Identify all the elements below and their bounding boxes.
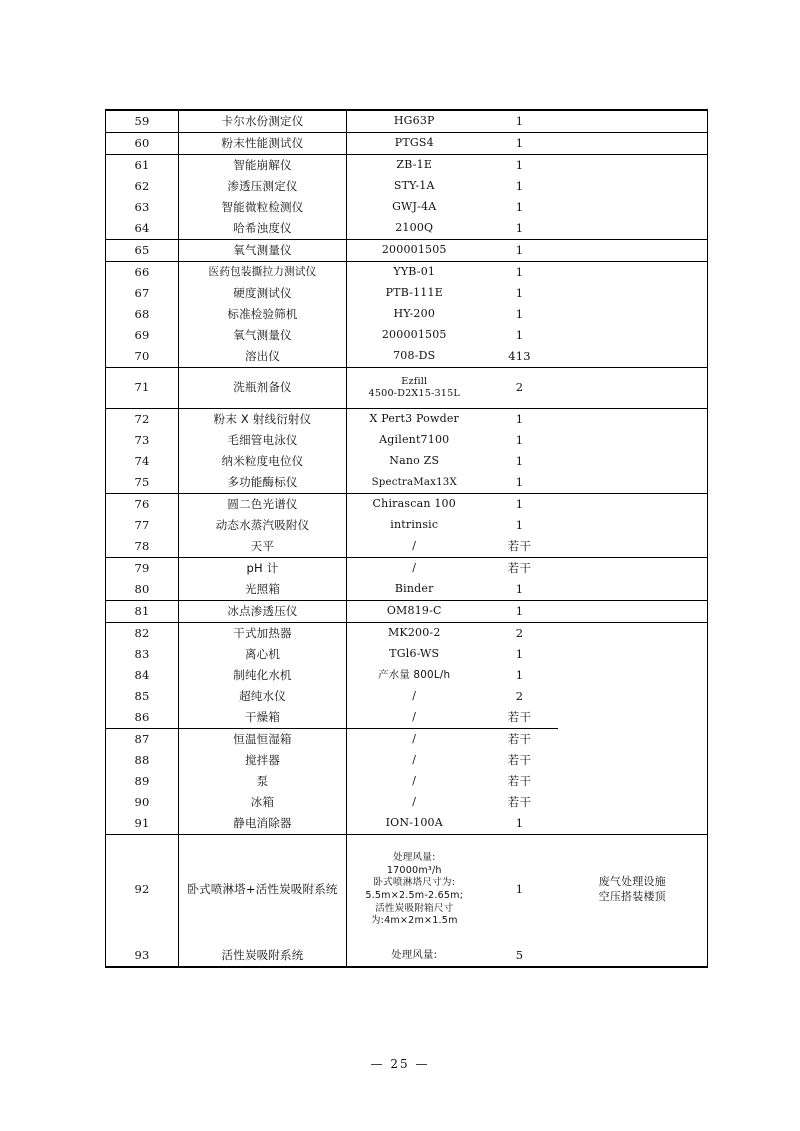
cell-no: 85 [106,686,179,707]
cell-no: 70 [106,346,179,368]
cell-no: 62 [106,176,179,197]
cell-no: 89 [106,771,179,792]
table-row [106,325,708,346]
cell-qty: 1 [515,432,524,447]
cell-model: OM819-C [347,601,482,623]
cell-model: SpectraMax13X [371,476,457,488]
cell-no: 79 [106,558,179,580]
cell-name: 恒温恒湿箱 [179,729,347,751]
cell-no: 73 [106,430,179,451]
table-row [106,472,708,494]
table-row [106,665,708,686]
cell-qty: 1 [515,220,524,235]
page-number: — 25 — [370,1057,430,1071]
cell-model: / [412,539,417,553]
cell-qty: 若干 [507,709,532,724]
cell-name: 毛细管电泳仪 [179,430,347,451]
cell-remark [558,494,708,516]
cell-name: 氧气测量仪 [179,240,347,262]
model-line-4: 5.5m×2.5m-2.65m; [365,890,464,901]
cell-model: / [347,729,482,751]
cell-model-multiline [347,835,482,946]
cell-model: Agilent7100 [379,433,450,447]
cell-qty: 若干 [482,729,558,751]
cell-remark [558,813,708,835]
cell-no: 78 [106,536,179,558]
cell-name: 干式加热器 [179,623,347,645]
cell-no: 86 [106,707,179,729]
cell-no: 75 [106,472,179,494]
cell-qty: 若干 [482,558,558,580]
cell-model: HG63P [347,110,482,133]
cell-remark [558,729,708,751]
cell-no: 80 [106,579,179,601]
cell-name: 泵 [179,771,347,792]
cell-model [347,368,482,409]
cell-name: 制纯化水机 [179,665,347,686]
cell-name: 动态水蒸汽吸附仪 [179,515,347,536]
table-row-92 [106,835,708,946]
cell-name: pH 计 [179,558,347,580]
cell-qty: 若干 [507,794,532,809]
model-line-6: 为:4m×2m×1.5m [370,915,458,927]
cell-no: 61 [106,155,179,177]
cell-qty: 2 [515,688,524,703]
table-row [106,176,708,197]
cell-qty: 1 [482,601,558,623]
cell-model: HY-200 [393,307,436,321]
cell-model: 200001505 [347,240,482,262]
cell-name: 光照箱 [179,579,347,601]
table-row [106,409,708,431]
cell-no: 84 [106,665,179,686]
table-row [106,133,708,155]
cell-model: ION-100A [385,816,443,830]
model-line-3: 卧式喷淋塔尺寸为: [373,877,456,889]
cell-no: 69 [106,325,179,346]
cell-qty: 1 [515,667,524,682]
cell-qty: 若干 [507,752,532,767]
cell-model: / [412,774,417,788]
cell-model: PTGS4 [347,133,482,155]
table-row [106,110,708,133]
cell-remark-merged [558,686,708,729]
cell-remark [558,133,708,155]
cell-no: 88 [106,750,179,771]
cell-remark [558,304,708,325]
table-row [106,346,708,368]
cell-name: 粉末 X 射线衍射仪 [179,409,347,431]
cell-remark [558,644,708,665]
cell-model: TGl6-WS [389,647,440,661]
table-row [106,240,708,262]
cell-name: 多功能酶标仪 [179,472,347,494]
cell-remark [558,368,708,409]
cell-qty: 1 [515,581,524,596]
table-row [106,579,708,601]
table-row [106,515,708,536]
cell-no: 60 [106,133,179,155]
cell-name-text: 卧式喷淋塔+活性炭吸附系统 [187,882,338,897]
model-line-1: 处理风量: [392,852,436,864]
cell-name [179,835,347,946]
table-row [106,623,708,645]
cell-no: 87 [106,729,179,751]
cell-model: / [347,558,482,580]
table-row-93 [106,945,708,967]
cell-model: 200001505 [381,328,447,342]
cell-name: 超纯水仪 [179,686,347,707]
table-body [106,110,708,967]
cell-model: / [412,689,417,703]
cell-model: YYB-01 [347,262,482,284]
cell-name: 冰点渗透压仪 [179,601,347,623]
cell-model: / [412,795,417,809]
cell-model: / [412,753,417,767]
cell-name: 卡尔水份测定仪 [179,110,347,133]
cell-qty: 2 [482,623,558,645]
cell-qty: 1 [482,133,558,155]
table-row [106,792,708,813]
cell-remark [558,325,708,346]
cell-no: 90 [106,792,179,813]
cell-qty: 若干 [507,773,532,788]
cell-name: 搅拌器 [179,750,347,771]
cell-model: 708-DS [393,349,436,363]
cell-no: 77 [106,515,179,536]
table-row [106,262,708,284]
cell-remark [558,262,708,284]
cell-no: 82 [106,623,179,645]
cell-remark [558,409,708,431]
table-row [106,813,708,835]
cell-remark [558,218,708,240]
cell-remark [558,110,708,133]
cell-no: 59 [106,110,179,133]
cell-remark [558,515,708,536]
cell-qty: 1 [515,327,524,342]
equipment-inventory-table [105,109,708,968]
cell-qty: 5 [482,945,558,967]
cell-name: 医药包装撕拉力测试仪 [179,262,347,284]
cell-no: 72 [106,409,179,431]
cell-model: 处理风量: [347,945,482,967]
cell-model: intrinsic [390,518,439,532]
cell-name: 哈希浊度仪 [179,218,347,240]
cell-name: 硬度测试仪 [179,283,347,304]
cell-qty: 1 [515,815,524,830]
cell-no: 65 [106,240,179,262]
cell-qty: 1 [482,110,558,133]
cell-name: 干燥箱 [179,707,347,729]
cell-qty: 1 [482,409,558,431]
cell-remark [558,176,708,197]
cell-qty: 1 [482,240,558,262]
cell-name: 活性炭吸附系统 [179,945,347,967]
table-row [106,283,708,304]
cell-no: 68 [106,304,179,325]
cell-qty: 1 [515,517,524,532]
cell-no: 66 [106,262,179,284]
table-row [106,750,708,771]
table-row [106,430,708,451]
cell-name: 智能微粒检测仪 [179,197,347,218]
cell-remark [558,451,708,472]
cell-name: 氧气测量仪 [179,325,347,346]
cell-name: 粉末性能测试仪 [179,133,347,155]
cell-qty: 1 [515,178,524,193]
cell-model: STY-1A [393,179,435,193]
table-row [106,536,708,558]
cell-qty: 1 [515,306,524,321]
cell-no: 67 [106,283,179,304]
cell-qty: 若干 [507,538,532,553]
cell-remark-multiline [558,835,708,946]
cell-model: Chirascan 100 [347,494,482,516]
table-row [106,304,708,325]
cell-qty: 1 [515,453,524,468]
cell-no: 71 [106,368,179,409]
table-row [106,368,708,409]
table-row [106,451,708,472]
cell-remark [558,750,708,771]
cell-remark [558,771,708,792]
cell-name: 冰箱 [179,792,347,813]
cell-qty: 1 [482,155,558,177]
cell-remark [558,197,708,218]
cell-no: 93 [106,945,179,967]
cell-remark [558,430,708,451]
cell-name: 纳米粒度电位仪 [179,451,347,472]
cell-no: 83 [106,644,179,665]
cell-remark [558,536,708,558]
cell-no: 91 [106,813,179,835]
cell-remark [558,155,708,177]
table-row [106,601,708,623]
cell-qty: 1 [515,646,524,661]
cell-qty: 1 [515,285,524,300]
cell-remark [558,945,708,967]
cell-model: GWJ-4A [392,200,437,214]
cell-remark [558,240,708,262]
cell-no: 63 [106,197,179,218]
cell-qty: 1 [482,835,558,946]
cell-no: 92 [106,835,179,946]
cell-no: 64 [106,218,179,240]
cell-remark [558,792,708,813]
cell-model: 产水量 800L/h [378,668,451,681]
cell-name: 智能崩解仪 [179,155,347,177]
cell-no: 81 [106,601,179,623]
cell-remark [558,623,708,645]
cell-name: 天平 [179,536,347,558]
cell-name: 洗瓶剂备仪 [179,368,347,409]
remark-line-2: 空压搭装楼顶 [598,890,666,903]
table-row [106,729,708,751]
remark-line-1: 废气处理设施 [598,875,666,889]
table-row [106,218,708,240]
cell-remark [558,601,708,623]
cell-no: 76 [106,494,179,516]
cell-qty: 1 [515,474,524,489]
model-line-5: 活性炭吸附箱尺寸 [375,902,454,914]
cell-remark [558,472,708,494]
table-row [106,771,708,792]
cell-model: Binder [394,582,434,596]
cell-remark [558,283,708,304]
cell-model: PTB-111E [385,286,443,300]
cell-name: 标准检验筛机 [179,304,347,325]
table-row [106,558,708,580]
cell-model: 2100Q [395,221,434,235]
cell-qty: 1 [482,494,558,516]
cell-no: 74 [106,451,179,472]
cell-name: 离心机 [179,644,347,665]
table-row [106,197,708,218]
cell-model-line2: 4500-D2X15-315L [368,388,460,399]
table-row [106,494,708,516]
cell-model-line1: Ezfill [401,375,428,387]
cell-name: 静电消除器 [179,813,347,835]
cell-qty: 1 [515,199,524,214]
cell-model: ZB-1E [347,155,482,177]
cell-model: Nano ZS [389,454,440,468]
cell-name: 渗透压测定仪 [179,176,347,197]
table-row [106,686,708,707]
cell-remark [558,558,708,580]
cell-qty: 2 [482,368,558,409]
cell-qty: 413 [508,348,531,363]
cell-remark [558,665,708,686]
cell-model: X Pert3 Powder [347,409,482,431]
cell-remark [558,579,708,601]
cell-model: / [412,710,417,724]
cell-remark [558,346,708,368]
cell-model: MK200-2 [347,623,482,645]
model-line-2: 17000m³/h [386,864,442,876]
cell-name: 溶出仪 [179,346,347,368]
cell-name: 圆二色光谱仪 [179,494,347,516]
table-row [106,644,708,665]
table-row [106,155,708,177]
cell-qty: 1 [482,262,558,284]
